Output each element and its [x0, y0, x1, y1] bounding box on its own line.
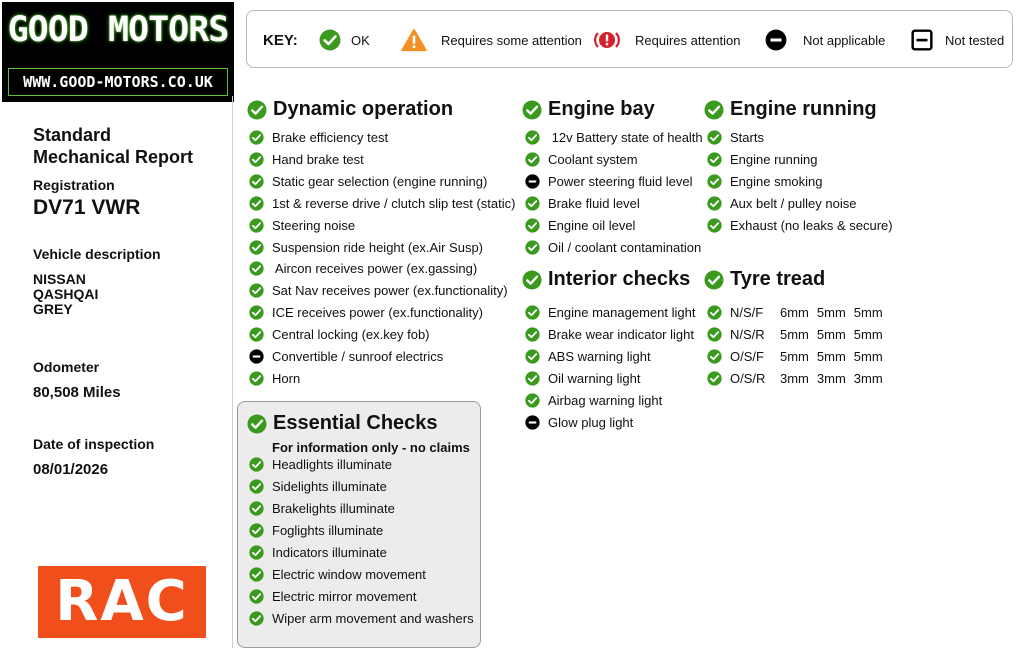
ok-check-icon	[525, 240, 540, 255]
ok-check-icon	[249, 327, 264, 342]
ok-check-icon	[522, 100, 542, 120]
check-item	[707, 130, 764, 145]
tyre-position: O/S/F	[730, 348, 764, 364]
check-item-label: Engine management light	[548, 305, 696, 320]
check-item	[525, 327, 694, 342]
ok-check-icon	[319, 29, 341, 51]
ok-check-icon	[707, 174, 722, 189]
ok-check-icon	[249, 196, 264, 211]
key-not-tested-label: Not tested	[945, 32, 1005, 48]
check-item	[249, 261, 477, 276]
check-item	[525, 196, 640, 211]
ok-check-icon	[525, 218, 540, 233]
check-item-label: Steering noise	[272, 217, 356, 233]
check-item-label: Hand brake test	[272, 151, 364, 167]
ok-check-icon	[525, 393, 540, 408]
tyre-position: N/S/F	[730, 305, 764, 320]
check-item-label: Sat Nav receives power (ex.functionality)	[272, 283, 508, 299]
good-motors-logo	[2, 2, 234, 102]
minus-square-icon	[911, 29, 933, 51]
vehicle-model: QASHQAI	[33, 286, 99, 302]
check-item-label: Convertible / sunroof electrics	[272, 349, 444, 364]
ok-check-icon	[522, 270, 542, 290]
check-item	[249, 501, 395, 516]
check-item-label: Brakelights illuminate	[272, 501, 395, 516]
essential-checks-subtitle: For information only - no claims	[272, 440, 470, 455]
check-item-label: Wiper arm movement and washers	[272, 611, 474, 626]
check-item	[249, 305, 483, 320]
check-item	[525, 371, 641, 386]
tread-depth: 5mm	[780, 326, 809, 342]
ok-check-icon	[704, 270, 724, 290]
warning-triangle-icon	[401, 27, 427, 53]
check-item	[707, 152, 817, 167]
tyre-tread-row	[707, 305, 891, 320]
section-title: Tyre tread	[730, 268, 826, 290]
ok-check-icon	[249, 218, 264, 233]
ok-check-icon	[247, 414, 267, 434]
ok-check-icon	[707, 218, 722, 233]
odometer-label: Odometer	[33, 359, 100, 375]
tyre-position: O/S/R	[730, 370, 766, 386]
check-item	[525, 152, 638, 167]
check-item-label: ICE receives power (ex.functionality)	[272, 305, 483, 321]
check-item	[707, 196, 856, 211]
report-title	[33, 124, 193, 168]
section-engine-bay	[522, 98, 655, 121]
tread-depth: 5mm	[816, 326, 846, 342]
check-item-label: 12v Battery state of health	[548, 130, 703, 145]
check-item-label: Starts	[730, 130, 764, 145]
ok-check-icon	[525, 152, 540, 167]
check-item-label: Engine oil level	[548, 217, 636, 233]
check-item-label: ABS warning light	[548, 348, 651, 364]
check-item-label: Airbag warning light	[548, 392, 663, 408]
ok-check-icon	[249, 611, 264, 626]
check-item-label: 1st & reverse drive / clutch slip test (static)	[272, 195, 516, 211]
minus-circle-icon	[765, 29, 787, 51]
check-item-label: Brake wear indicator light	[548, 326, 694, 342]
ok-check-icon	[249, 130, 264, 145]
section-dynamic-operation	[247, 98, 453, 121]
check-item	[525, 415, 633, 430]
ok-check-icon	[249, 589, 264, 604]
logo-title: GOOD MOTORS	[7, 10, 229, 50]
check-item	[249, 479, 387, 494]
check-item-label: Engine running	[730, 151, 818, 167]
odometer-value: 80,508 Miles	[33, 384, 121, 401]
vehicle-description-label: Vehicle description	[33, 246, 161, 262]
check-item	[707, 174, 823, 189]
key-not-applicable-label: Not applicable	[803, 32, 886, 48]
ok-check-icon	[707, 349, 722, 364]
ok-check-icon	[249, 479, 264, 494]
check-item-label: Suspension ride height (ex.Air Susp)	[272, 239, 484, 255]
ok-check-icon	[707, 305, 722, 320]
key-some-attention-label: Requires some attention	[441, 32, 582, 48]
check-item	[249, 327, 430, 342]
key-ok-label: OK	[351, 32, 370, 48]
check-item	[249, 152, 364, 167]
ok-check-icon	[249, 152, 264, 167]
ok-check-icon	[249, 261, 264, 276]
ok-check-icon	[525, 327, 540, 342]
check-item	[249, 218, 355, 233]
section-title: Engine running	[730, 98, 877, 120]
ok-check-icon	[249, 240, 264, 255]
tread-depth: 5mm	[853, 305, 883, 320]
check-item-label: Foglights illuminate	[272, 523, 384, 538]
rac-logo	[38, 566, 206, 638]
ok-check-icon	[525, 349, 540, 364]
vehicle-colour: GREY	[33, 301, 73, 317]
registration-label: Registration	[33, 177, 115, 193]
ok-check-icon	[249, 523, 264, 538]
check-item-label: Brake fluid level	[548, 195, 640, 211]
check-item-label: Central locking (ex.key fob)	[272, 327, 430, 343]
check-item	[525, 305, 695, 320]
check-item	[249, 371, 300, 386]
date-value: 08/01/2026	[33, 461, 109, 478]
tread-depth: 5mm	[816, 348, 846, 364]
minus-circle-icon	[525, 174, 540, 189]
tyre-tread-row	[707, 327, 891, 342]
ok-check-icon	[707, 130, 722, 145]
ok-check-icon	[249, 283, 264, 298]
section-title: Essential Checks	[273, 412, 438, 434]
check-item	[525, 240, 701, 255]
section-essential-checks	[247, 412, 438, 435]
check-item	[249, 457, 392, 472]
check-item	[525, 218, 635, 233]
status-key	[246, 10, 1013, 68]
check-item	[249, 567, 426, 582]
ok-check-icon	[707, 152, 722, 167]
section-title: Dynamic operation	[273, 98, 454, 120]
tread-depth: 6mm	[780, 305, 809, 320]
check-item	[525, 174, 693, 189]
ok-check-icon	[525, 371, 540, 386]
tread-depth: 5mm	[853, 326, 883, 342]
check-item	[525, 130, 703, 145]
alert-exclamation-icon	[593, 26, 621, 54]
section-tyre-tread	[704, 268, 825, 291]
vehicle-description	[33, 272, 98, 317]
check-item-label: Glow plug light	[548, 414, 634, 430]
check-item-label: Brake efficiency test	[272, 130, 389, 145]
check-item-label: Electric window movement	[272, 567, 426, 582]
ok-check-icon	[249, 457, 264, 472]
tread-depth: 3mm	[853, 370, 883, 386]
check-item-label: Aux belt / pulley noise	[730, 195, 857, 211]
check-item-label: Coolant system	[548, 151, 638, 167]
ok-check-icon	[249, 305, 264, 320]
vehicle-make: NISSAN	[33, 271, 86, 287]
tread-depth: 5mm	[816, 305, 846, 320]
minus-circle-icon	[525, 415, 540, 430]
check-item-label: Horn	[272, 370, 301, 386]
check-item-label: Aircon receives power (ex.gassing)	[272, 261, 478, 277]
tyre-tread-row	[707, 371, 891, 386]
report-title-line2: Mechanical Report	[33, 147, 194, 167]
check-item	[249, 589, 416, 604]
check-item-label: Oil warning light	[548, 370, 641, 386]
ok-check-icon	[247, 100, 267, 120]
check-item	[249, 523, 383, 538]
section-engine-running	[704, 98, 877, 121]
ok-check-icon	[707, 371, 722, 386]
ok-check-icon	[249, 567, 264, 582]
section-title: Interior checks	[548, 268, 691, 290]
check-item-label: Power steering fluid level	[548, 173, 693, 189]
section-interior-checks	[522, 268, 690, 291]
tyre-tread-row	[707, 349, 891, 364]
check-item	[249, 174, 487, 189]
check-item	[525, 349, 651, 364]
ok-check-icon	[525, 130, 540, 145]
ok-check-icon	[525, 196, 540, 211]
ok-check-icon	[249, 371, 264, 386]
tread-depth: 3mm	[816, 370, 846, 386]
check-item	[249, 545, 387, 560]
report-title-line1: Standard	[33, 125, 112, 145]
tread-depth: 5mm	[853, 348, 883, 364]
sidebar-divider	[232, 96, 233, 648]
check-item-label: Oil / coolant contamination	[548, 239, 702, 255]
tread-depth: 3mm	[780, 370, 809, 386]
date-label: Date of inspection	[33, 436, 155, 452]
check-item	[525, 393, 662, 408]
ok-check-icon	[525, 305, 540, 320]
tyre-position: N/S/R	[730, 326, 765, 342]
section-title: Engine bay	[548, 98, 655, 120]
ok-check-icon	[704, 100, 724, 120]
ok-check-icon	[707, 196, 722, 211]
key-attention-label: Requires attention	[635, 32, 741, 48]
check-item-label: Headlights illuminate	[272, 457, 392, 472]
check-item	[707, 218, 893, 233]
check-item-label: Indicators illuminate	[272, 545, 387, 560]
registration-value: DV71 VWR	[33, 196, 141, 219]
rac-logo-text: RAC	[55, 569, 189, 634]
check-item	[249, 196, 515, 211]
check-item	[249, 349, 443, 364]
check-item	[249, 283, 508, 298]
key-label: KEY:	[263, 31, 298, 49]
check-item	[249, 611, 474, 626]
check-item-label: Exhaust (no leaks & secure)	[730, 217, 893, 233]
logo-url: WWW.GOOD-MOTORS.CO.UK	[8, 68, 228, 96]
ok-check-icon	[249, 545, 264, 560]
tread-depth: 5mm	[780, 348, 809, 364]
ok-check-icon	[707, 327, 722, 342]
check-item-label: Static gear selection (engine running)	[272, 173, 488, 189]
check-item-label: Sidelights illuminate	[272, 479, 387, 494]
check-item	[249, 130, 388, 145]
ok-check-icon	[249, 174, 264, 189]
check-item-label: Engine smoking	[730, 173, 823, 189]
minus-circle-icon	[249, 349, 264, 364]
check-item	[249, 240, 483, 255]
ok-check-icon	[249, 501, 264, 516]
check-item-label: Electric mirror movement	[272, 589, 417, 604]
